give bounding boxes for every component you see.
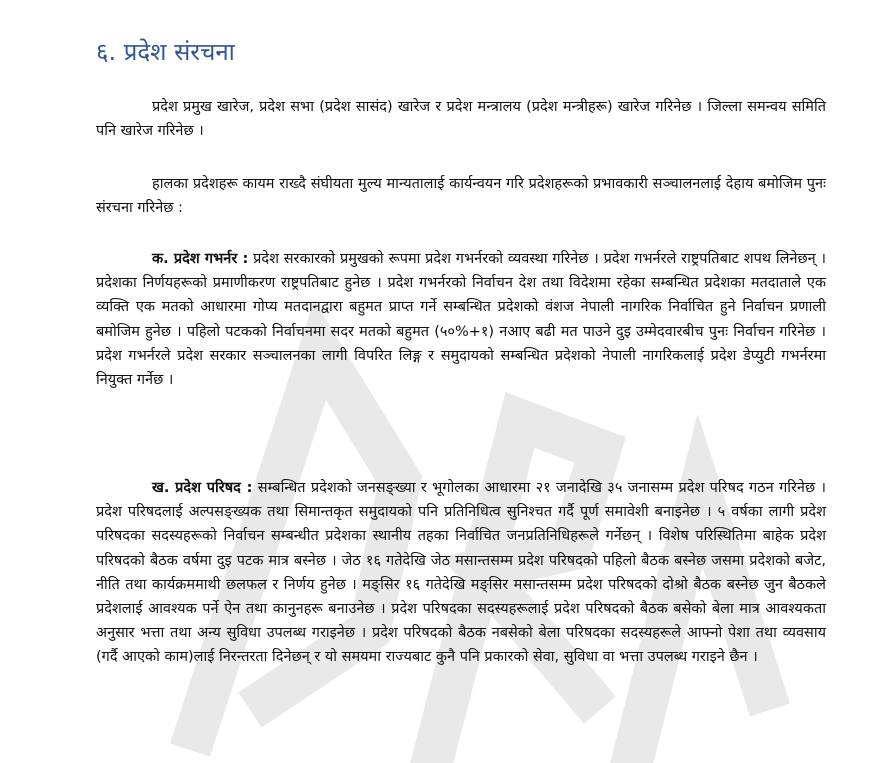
governor-body: प्रदेश सरकारको प्रमुखको रूपमा प्रदेश गभर्नरको व्यवस्था गरिनेछ । प्रदेश गभर्नरले राष्ट्रपतिबाट शपथ लिनेछन् । प्रदेशका निर्णयहरूको प्रमाणीकरण राष्ट्रपतिबाट हुनेछ । प्रदेश गभर्नरको निर्वाचन देश तथा विदेशमा रहेका सम्बन्धित प्रदेशका मतदाताले एक व्यक्ति एक मतको आधारमा गोप्य मतदानद्वारा बहुमत प्राप्त गर्ने सम्बन्धित प्रदेशको वंशज नेपाली नागरिक निर्वाचित हुने निर्वाचन प्रणाली बमोजिम हुनेछ । पहिलो पटकको निर्वाचनमा सदर मतको बहुमत (५०%+१) नआए बढी मत पाउने दुइ उम्मेदवारबीच पुनः निर्वाचन गरिनेछ । प्रदेश गभर्नरले प्रदेश सरकार सञ्चालनका लागी विपरित लिङ्ग र समुदायको सम्बन्धित प्रदेशको नेपाली नागरिकलाई प्रदेश डेप्युटी गभर्नरमा नियुक्त गर्नेछ । [96, 251, 827, 389]
governor-label: क. प्रदेश गभर्नर : [152, 251, 249, 267]
paragraph-province-council [96, 476, 826, 670]
section-heading: ६. प्रदेश संरचना [96, 38, 235, 66]
paragraph-restructuring: हालका प्रदेशहरू कायम राख्दै संघीयता मुल्य मान्यतालाई कार्यन्वयन गरि प्रदेशहरूको प्रभावकारी सञ्चालनलाई देहाय बमोजिम पुनः संरचना गरिनेछ : [96, 176, 826, 217]
paragraph-province-governor [96, 247, 826, 392]
council-body: सम्बन्धित प्रदेशको जनसङ्ख्या र भूगोलका आधारमा २१ जनादेखि ३५ जनासम्म प्रदेश परिषद गठन गरिनेछ । प्रदेश परिषदलाई अल्पसङ्ख्यक तथा सिमान्तकृत समुदायको पनि प्रतिनिधित्व सुनिश्चत गर्दै पूर्ण समावेशी बनाइनेछ । ५ वर्षका लागी प्रदेश परिषदका सदस्यहरूको निर्वाचन सम्बन्धीत प्रदेशका स्थानीय तहका निर्वाचित जनप्रतिनिधिहरूले गर्नेछन् । विशेष परिस्थितिमा बाहेक प्रदेश परिषदको बैठक वर्षमा दुइ पटक मात्र बस्नेछ । जेठ १६ गतेदेखि जेठ मसान्तसम्म प्रदेश परिषदको पहिलो बैठक बस्नेछ जसमा प्रदेशको बजेट, नीति तथा कार्यक्रममाथी छलफल र निर्णय हुनेछ । मङ्सिर १६ गतेदेखि मङ्सिर मसान्तसम्म प्रदेश परिषदको दोश्रो बैठक बस्नेछ जुन बैठकले प्रदेशलाई आवश्यक पर्ने ऐन तथा कानुनहरू बनाउनेछ । प्रदेश परिषदका सदस्यहरूलाई प्रदेश परिषदको बैठक बसेको बेला मात्र आवश्यकता अनुसार भत्ता तथा अन्य सुविधा उपलब्ध गराइनेछ । प्रदेश परिषदको बैठक नबसेको बेला परिषदका सदस्यहरूले आफ्नो पेशा तथा व्यवसाय (गर्दै आएको काम)लाई निरन्तरता दिनेछन् र यो समयमा राज्यबाट कुनै पनि प्रकारको सेवा, सुविधा वा भत्ता उपलब्ध गराइने छैन । [96, 480, 826, 666]
council-label: ख. प्रदेश परिषद : [152, 480, 253, 496]
paragraph-dissolution: प्रदेश प्रमुख खारेज, प्रदेश सभा (प्रदेश सासंद) खारेज र प्रदेश मन्त्रालय (प्रदेश मन्त्रीहरू) खारेज गरिनेछ । जिल्ला समन्वय समिति पनि खारेज गरिनेछ । [96, 99, 826, 140]
